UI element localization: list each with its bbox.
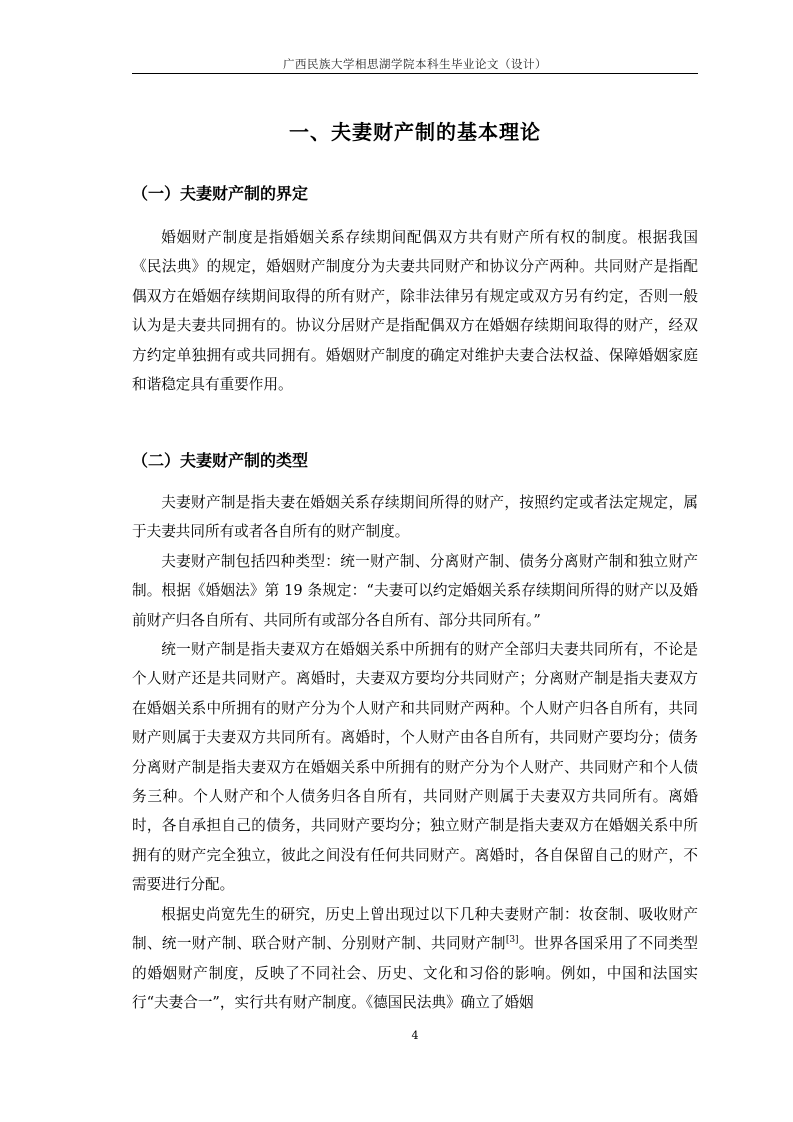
history-text-start: 根据史尚宽先生的研究，历史上曾出现过以下几种夫妻财产制：妆奁制、吸收财产制、统一财产制、联合财产制、分别财产制、共同财产制: [132, 906, 698, 953]
page-number: 4: [411, 1029, 419, 1042]
paragraph-types-detail: 统一财产制是指夫妻双方在婚姻关系中所拥有的财产全部归夫妻共同所有，不论是个人财产还是共同财产。离婚时，夫妻双方要均分共同财产；分离财产制是指夫妻双方在婚姻关系中所拥有的财产分为个人财产和共同财产两种。个人财产归各自所有，共同财产则属于夫妻双方共同所有。离婚时，个人财产由各自所有，共同财产要均分；债务分离财产制是指夫妻双方在婚姻关系中所拥有的财产分为个人财产、共同财产和个人债务三种。个人财产和个人债务归各自所有，共同财产则属于夫妻双方共同所有。离婚时，各自承担自己的债务，共同财产要均分；独立财产制是指夫妻双方在婚姻关系中所拥有的财产完全独立，彼此之间没有任何共同财产。离婚时，各自保留自己的财产，不需要进行分配。: [132, 641, 698, 894]
chapter-title: 一、夫妻财产制的基本理论: [289, 120, 541, 144]
header-rule: [132, 73, 698, 74]
paragraph-history: [132, 900, 698, 1018]
section-title-types: （二）夫妻财产制的类型: [132, 451, 309, 470]
paragraph-definition: 婚姻财产制度是指婚姻关系存续期间配偶双方共有财产所有权的制度。根据我国《民法典》的规定，婚姻财产制度分为夫妻共同财产和协议分产两种。共同财产是指配偶双方在婚姻存续期间取得的所有财产，除非法律另有规定或双方另有约定，否则一般认为是夫妻共同拥有的。协议分居财产是指配偶双方在婚姻存续期间取得的财产，经双方约定单独拥有或共同拥有。婚姻财产制度的确定对维护夫妻合法权益、保障婚姻家庭和谐稳定具有重要作用。: [132, 229, 698, 394]
paragraph-types-four: 夫妻财产制包括四种类型：统一财产制、分离财产制、债务分离财产制和独立财产制。根据《婚姻法》第 19 条规定：“夫妻可以约定婚姻关系存续期间所得的财产以及婚前财产归各自所有、共同所有或部分各自所有、部分共同所有。”: [132, 553, 698, 629]
history-text-end: 。世界各国采用了不同类型的婚姻财产制度，反映了不同社会、历史、文化和习俗的影响。例如，中国和法国实行“夫妻合一”，实行共有财产制度。《德国民法典》确立了婚姻: [132, 935, 698, 1012]
section-title-definition: （一）夫妻财产制的界定: [132, 184, 309, 203]
citation-ref[interactable]: [3]: [505, 935, 519, 946]
paragraph-types-intro: 夫妻财产制是指夫妻在婚姻关系存续期间所得的财产，按照约定或者法定规定，属于夫妻共同所有或者各自所有的财产制度。: [132, 494, 698, 541]
running-header: 广西民族大学相思湖学院本科生毕业论文（设计）: [283, 57, 547, 71]
